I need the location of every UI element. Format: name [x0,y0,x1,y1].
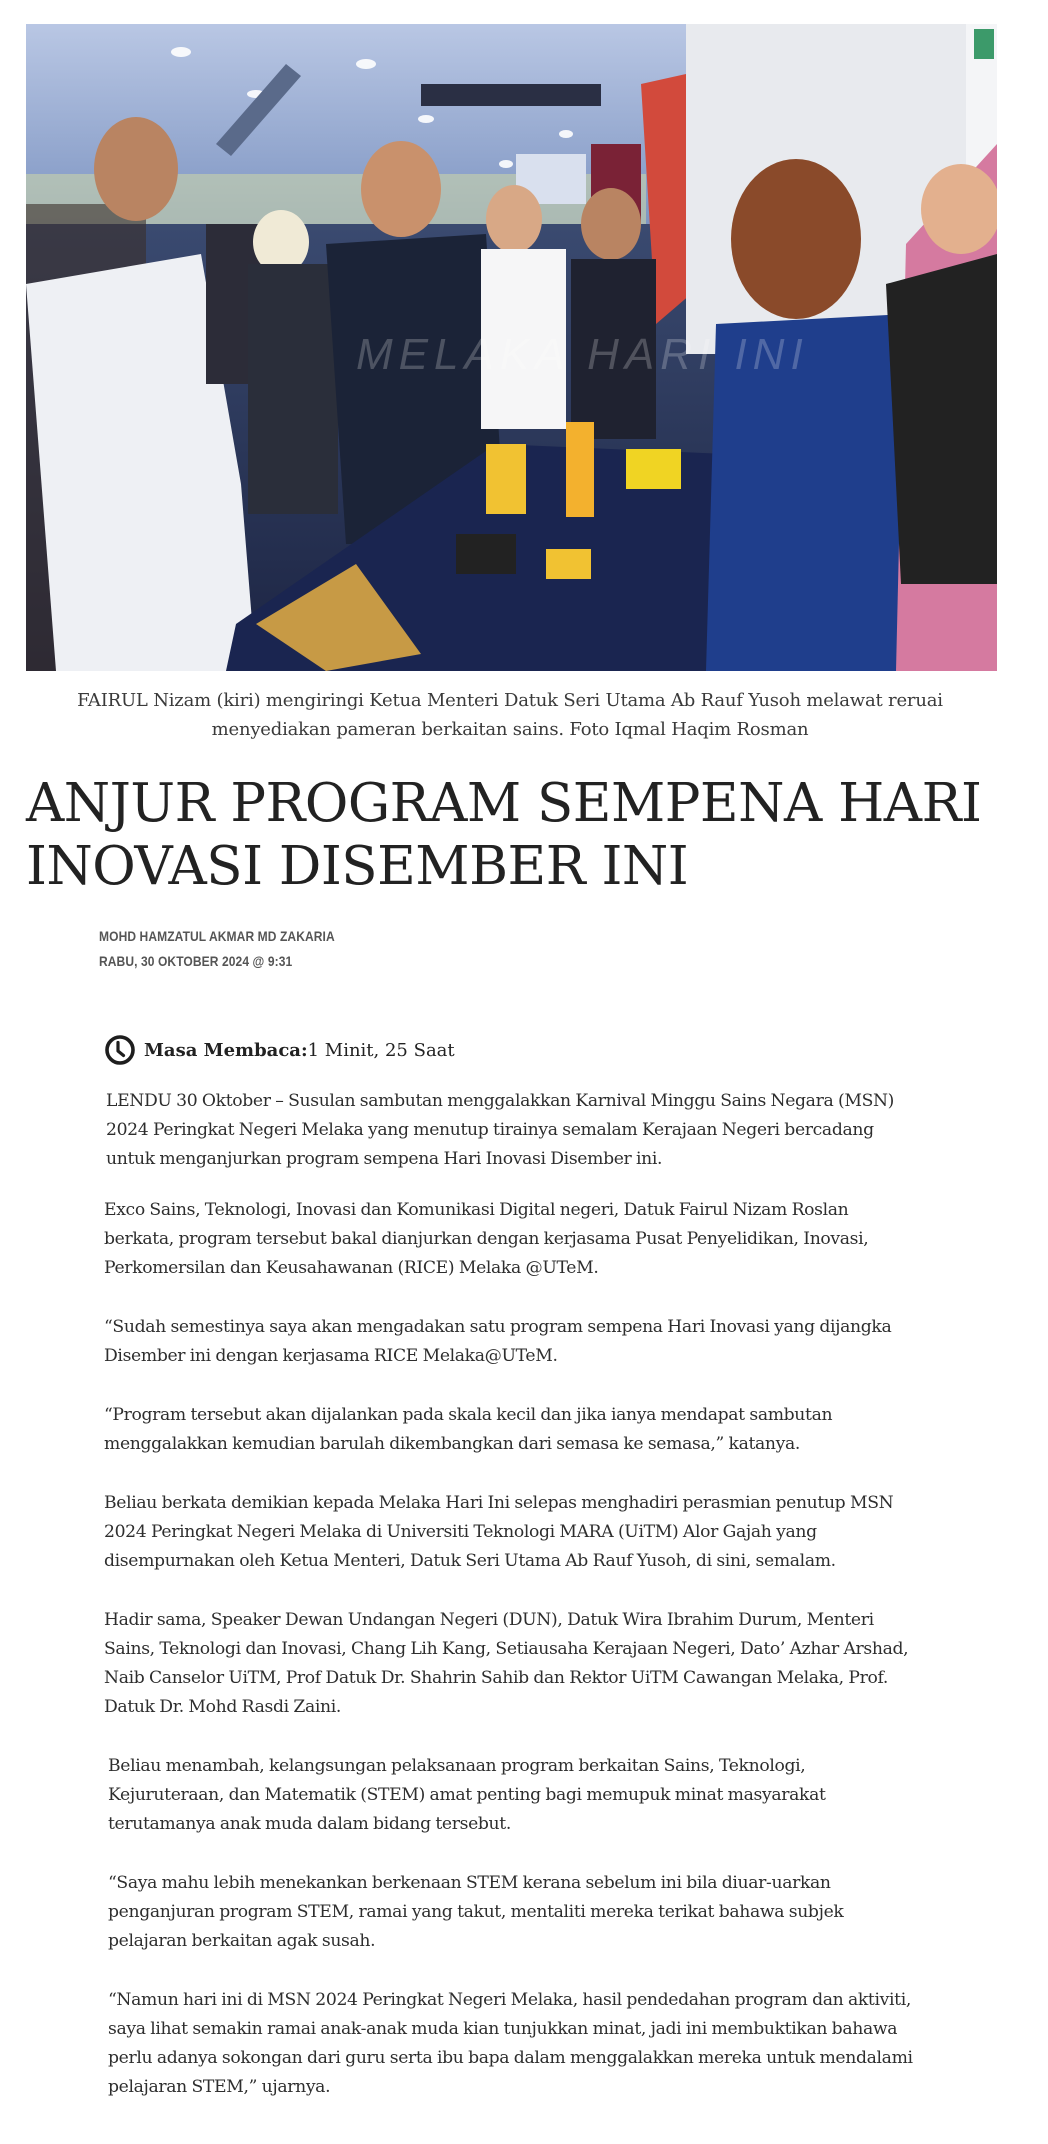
paragraph-line: Naib Canselor UiTM, Prof Datuk Dr. Shahrin Sahib dan Rektor UiTM Cawangan Melaka, Prof. [104,1668,888,1688]
article-paragraph [104,1196,1004,1283]
photo-watermark: MELAKA HARI INI [356,330,809,379]
paragraph-line: “Saya mahu lebih menekankan berkenaan STEM kerana sebelum ini bila diuar-uarkan [108,1873,831,1893]
paragraph-line: “Sudah semestinya saya akan mengadakan satu program sempena Hari Inovasi yang dijangka [104,1317,892,1337]
caption-line: menyediakan pameran berkaitan sains. Foto Iqmal Haqim Rosman [211,719,809,740]
paragraph-line: berkata, program tersebut bakal dianjurkan dengan kerjasama Pusat Penyelidikan, Inovasi, [104,1229,869,1249]
reading-time-value: 1 Minit, 25 Saat [307,1039,455,1061]
paragraph-line: Hadir sama, Speaker Dewan Undangan Negeri (DUN), Datuk Wira Ibrahim Durum, Menteri [104,1610,874,1630]
paragraph-line: 2024 Peringkat Negeri Melaka di Universiti Teknologi MARA (UiTM) Alor Gajah yang [104,1522,817,1542]
paragraph-line: Beliau berkata demikian kepada Melaka Hari Ini selepas menghadiri perasmian penutup MSN [104,1493,894,1513]
photo-caption [40,686,980,744]
paragraph-line: Disember ini dengan kerjasama RICE Melaka@UTeM. [104,1346,558,1366]
paragraph-line: disempurnakan oleh Ketua Menteri, Datuk Seri Utama Ab Rauf Yusoh, di sini, semalam. [104,1551,836,1571]
paragraph-line: 2024 Peringkat Negeri Melaka yang menutup tirainya semalam Kerajaan Negeri bercadang [106,1120,874,1140]
paragraph-line: “Program tersebut akan dijalankan pada skala kecil dan jika ianya mendapat sambutan [104,1405,833,1425]
paragraph-line: pelajaran berkaitan agak susah. [108,1931,376,1951]
article-paragraph [108,1869,1008,1956]
paragraph-line: Beliau menambah, kelangsungan pelaksanaan program berkaitan Sains, Teknologi, [108,1756,806,1776]
article-paragraph [104,1606,1014,1722]
author-name[interactable]: MOHD HAMZATUL AKMAR MD ZAKARIA [99,928,335,944]
paragraph-line: LENDU 30 Oktober – Susulan sambutan menggalakkan Karnival Minggu Sains Negara (MSN) [106,1091,895,1111]
paragraph-line: Sains, Teknologi dan Inovasi, Chang Lih Kang, Setiausaha Kerajaan Negeri, Dato’ Azhar Arshad, [104,1639,909,1659]
article-paragraph [108,1752,1008,1839]
paragraph-line: terutamanya anak muda dalam bidang tersebut. [108,1814,511,1834]
paragraph-line: Kejuruteraan, dan Matematik (STEM) amat penting bagi memupuk minat masyarakat [108,1785,826,1805]
title-line: ANJUR PROGRAM SEMPENA HARI [26,773,982,834]
caption-line: FAIRUL Nizam (kiri) mengiringi Ketua Menteri Datuk Seri Utama Ab Rauf Yusoh melawat reruai [77,690,943,711]
article-paragraph [104,1401,1004,1459]
title-line: INOVASI DISEMBER INI [26,836,689,897]
article-paragraph [104,1489,1004,1576]
clock-icon [104,1034,136,1066]
paragraph-line: pelajaran STEM,” ujarnya. [108,2077,331,2097]
article-paragraph [106,1087,1006,1174]
paragraph-line: saya lihat semakin ramai anak-anak muda kian tunjukkan minat, jadi ini membuktikan bahawa [108,2019,898,2039]
paragraph-line: Perkomersilan dan Keusahawanan (RICE) Melaka @UTeM. [104,1258,599,1278]
paragraph-line: untuk menganjurkan program sempena Hari Inovasi Disember ini. [106,1149,663,1169]
photo-illustration [26,24,997,671]
reading-time-label: Masa Membaca: [144,1039,308,1061]
featured-photo[interactable] [26,24,997,671]
paragraph-line: Datuk Dr. Mohd Rasdi Zaini. [104,1697,342,1717]
paragraph-line: menggalakkan kemudian barulah dikembangkan dari semasa ke semasa,” katanya. [104,1434,801,1454]
article-paragraph [104,1313,1004,1371]
reading-time [104,1033,455,1067]
paragraph-line: “Namun hari ini di MSN 2024 Peringkat Negeri Melaka, hasil pendedahan program dan aktiviti, [108,1990,911,2010]
article-title [26,772,1006,898]
paragraph-line: penganjuran program STEM, ramai yang takut, mentaliti mereka terikat bahawa subjek [108,1902,844,1922]
publish-date: RABU, 30 OKTOBER 2024 @ 9:31 [99,953,293,969]
article-meta [99,924,335,974]
paragraph-line: Exco Sains, Teknologi, Inovasi dan Komunikasi Digital negeri, Datuk Fairul Nizam Roslan [104,1200,849,1220]
article-paragraph [108,1986,1018,2102]
paragraph-line: perlu adanya sokongan dari guru serta ibu bapa dalam menggalakkan mereka untuk mendalami [108,2048,913,2068]
